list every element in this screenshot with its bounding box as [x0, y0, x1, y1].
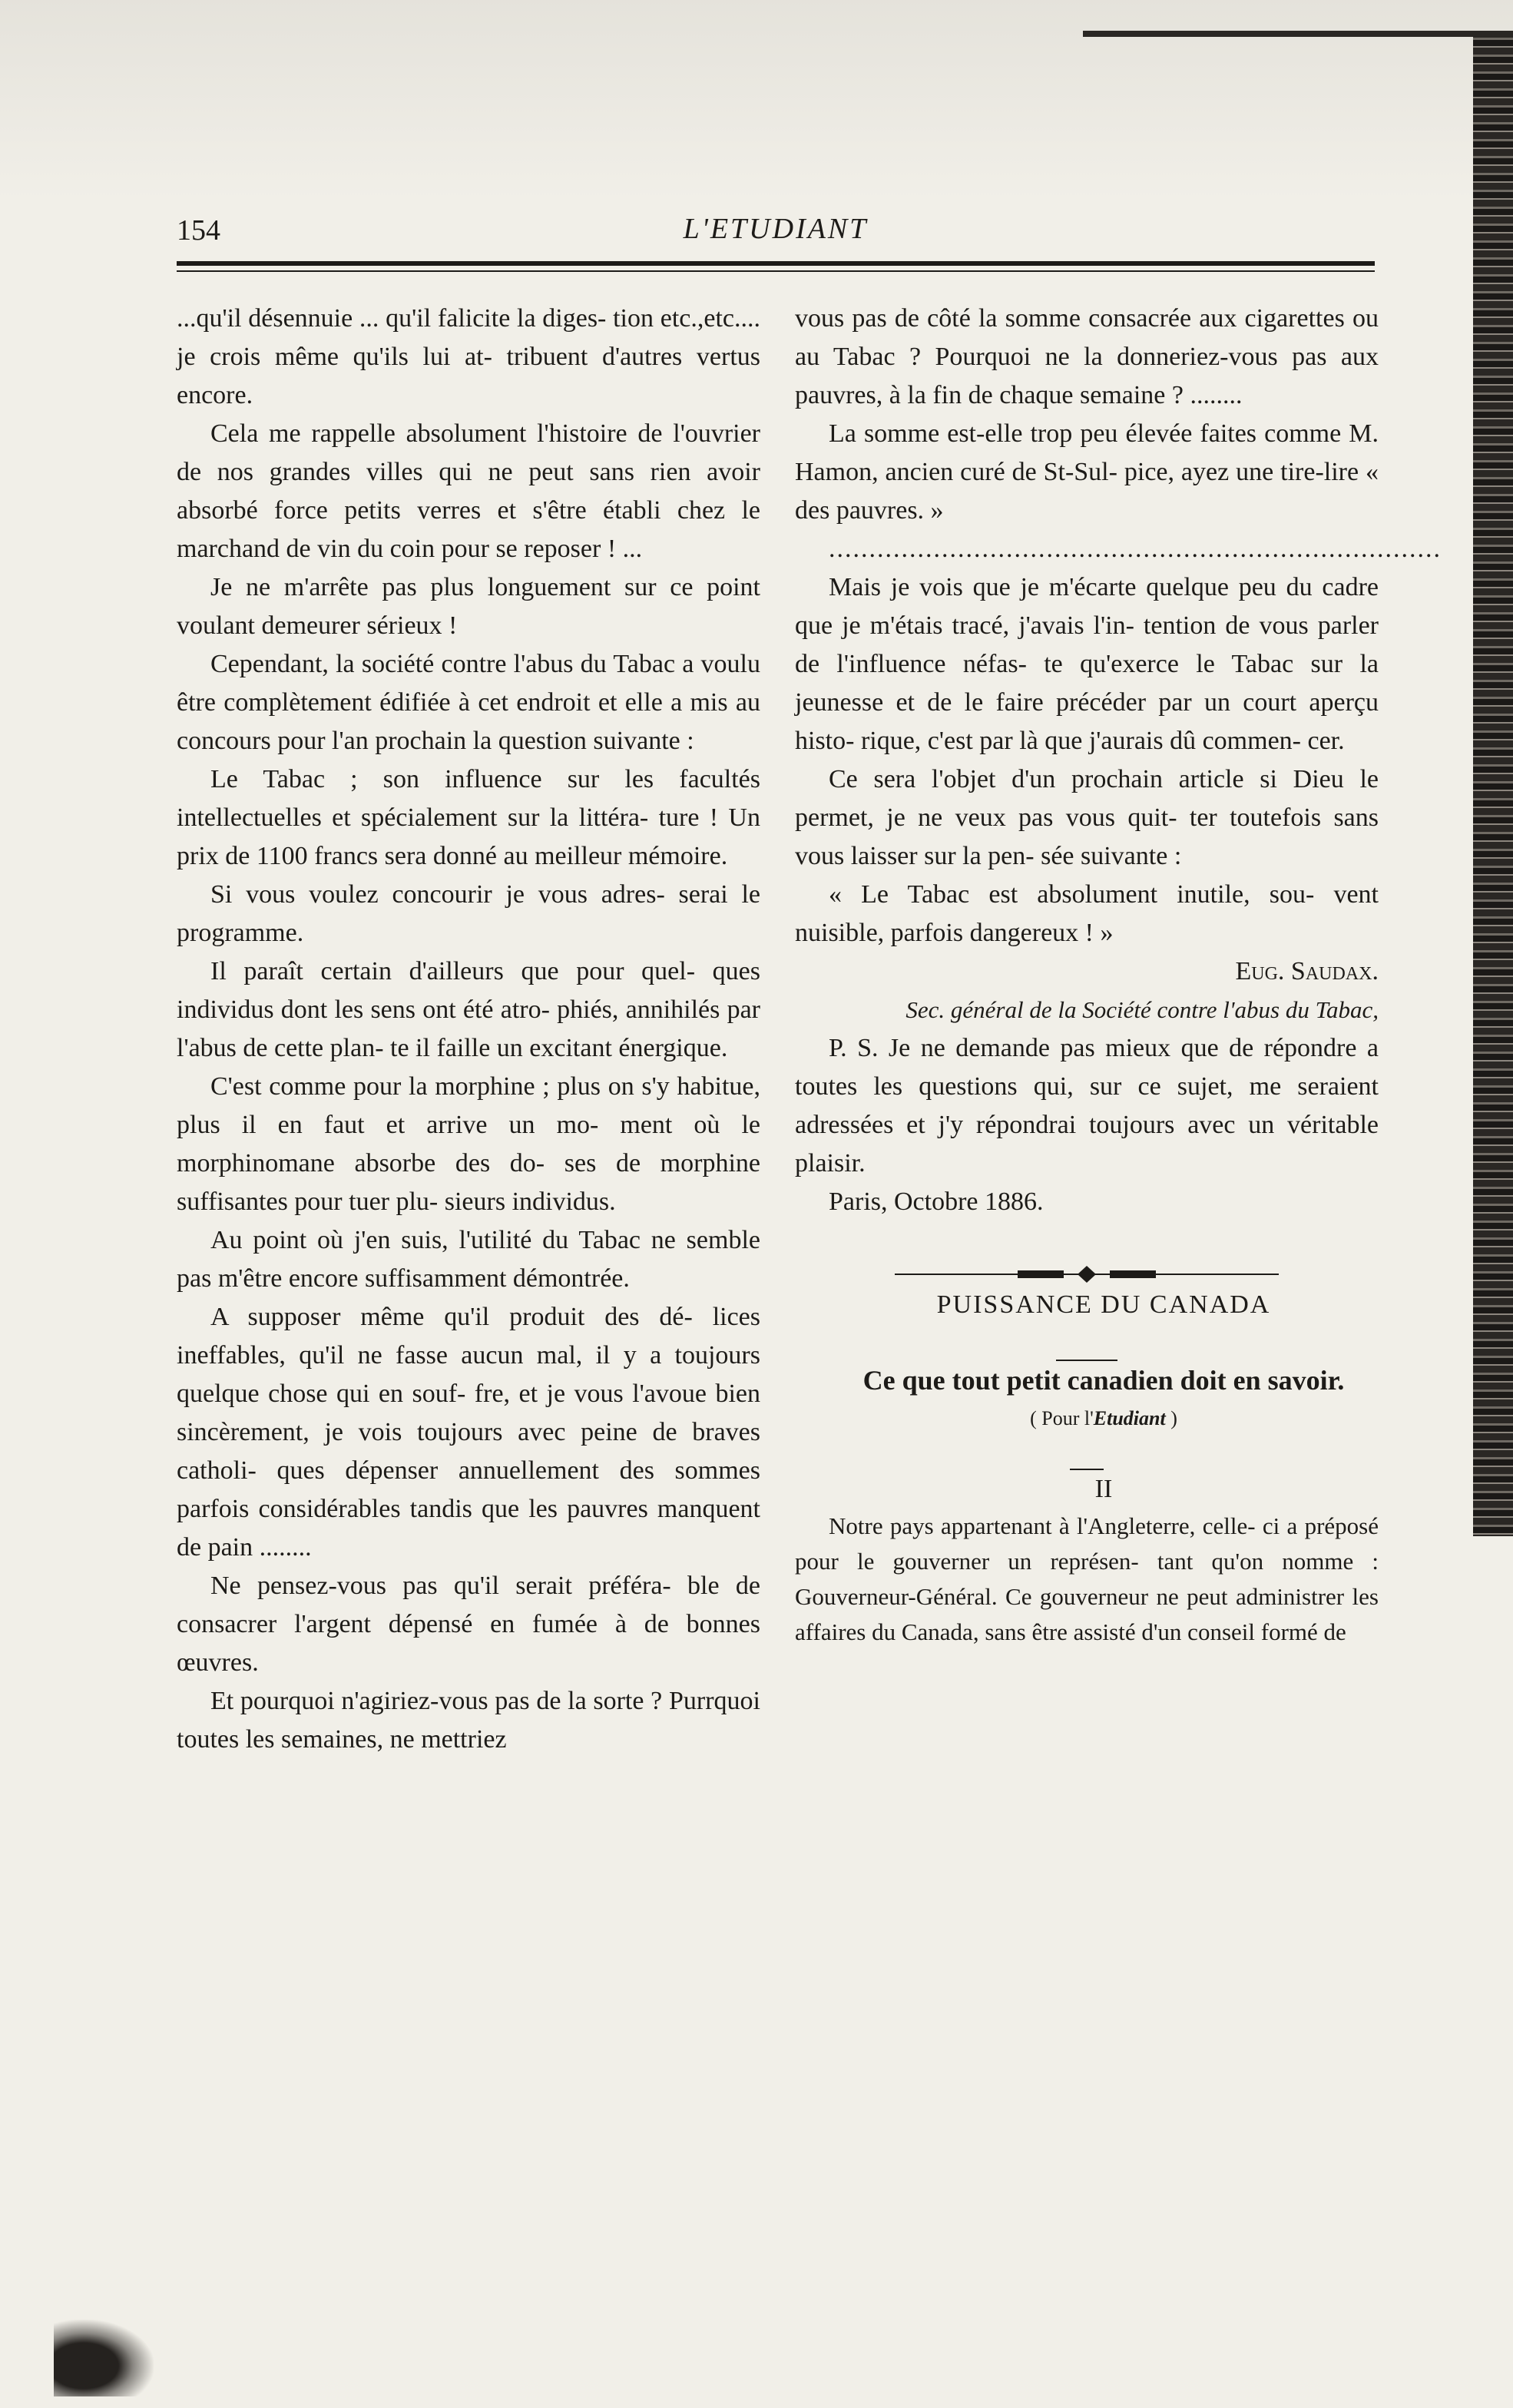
source-note-prefix: ( Pour l': [1030, 1407, 1094, 1429]
source-note: [795, 1399, 1379, 1438]
paragraph: A supposer même qu'il produit des dé- lices ineffables, qu'il ne fasse aucun mal, il y a toujours quelque chose qui en souf- fre, et je vous l'avoue bien sincèrement, je vois toujours avec peine de braves catholi- ques dépenser annuellement des sommes parfois considérables tandis que les pauvres manquent de pain ........: [177, 1303, 760, 1562]
paragraph: Il paraît certain d'ailleurs que pour quel- ques individus dont les sens ont été atro- phiés, annihilés par l'abus de cette plan- te il faille un excitant énergique.: [177, 957, 760, 1062]
paragraph: Le Tabac ; son influence sur les facultés intellectuelles et spécialement sur la littéra- ture ! Un prix de 1100 francs sera donné au meilleur mémoire.: [177, 765, 760, 870]
left-column: [177, 300, 760, 1759]
binding-edge-strip: [1473, 31, 1513, 1536]
paragraph: Au point où j'en suis, l'utilité du Tabac ne semble pas m'être encore suffisamment démontrée.: [177, 1226, 760, 1293]
paragraph: ...qu'il désennuie ... qu'il falicite la diges- tion etc.,etc.... je crois même qu'ils lui at- tribuent d'autres vertus encore.: [177, 304, 760, 409]
right-column: [795, 300, 1442, 1650]
paragraph: Si vous voulez concourir je vous adres- serai le programme.: [177, 880, 760, 947]
section-title: PUISSANCE DU CANADA: [936, 1290, 1271, 1319]
paragraph: « Le Tabac est absolument inutile, sou- vent nuisible, parfois dangereux ! »: [795, 880, 1379, 947]
postscript: P. S. Je ne demande pas mieux que de répondre a toutes les questions qui, sur ce sujet, me seraient adressées et j'y répondrai toujours avec un véritable plaisir.: [795, 1034, 1379, 1178]
paragraph: Et pourquoi n'agiriez-vous pas de la sorte ? Purrquoi toutes les semaines, ne mettriez: [177, 1687, 760, 1754]
signature-name: Eug. Saudax.: [1235, 957, 1379, 985]
paragraph: Ce sera l'objet d'un prochain article si Dieu le permet, je ne veux pas vous quit- ter toutefois sans vous laisser sur la pen- sée suivante :: [795, 765, 1379, 870]
continuation-paragraph: vous pas de côté la somme consacrée aux cigarettes ou au Tabac ? Pourquoi ne la donneriez-vous pas aux pauvres, à la fin de chaque semaine ? ........: [795, 304, 1379, 409]
article-subheading: Ce que tout petit canadien doit en savoir.: [862, 1365, 1345, 1396]
paragraph: La somme est-elle trop peu élevée faites comme M. Hamon, ancien curé de St-Sul- pice, ayez une tire-lire « des pauvres. »: [795, 419, 1379, 525]
paragraph: Notre pays appartenant à l'Angleterre, celle- ci a préposé pour le gouverner un représen- tant qu'on nomme : Gouverneur-Général. Ce gouverneur ne peut administrer les affaires du Canada, sans être assisté d'un conseil formé de: [795, 1512, 1379, 1645]
paragraph: Je ne m'arrête pas plus longuement sur ce point voulant demeurer sérieux !: [177, 573, 760, 640]
page-number: 154: [177, 214, 220, 247]
running-title: L'ETUDIANT: [683, 213, 869, 245]
binding-edge-top: [1083, 31, 1482, 37]
page-header: [177, 209, 1375, 255]
paragraph: C'est comme pour la morphine ; plus on s'y habitue, plus il en faut et arrive un mo- ment où le morphinomane absorbe des do- ses de morphine suffisantes pour tuer plu- sieurs individus.: [177, 1072, 760, 1216]
ornament-divider-icon: [895, 1263, 1279, 1286]
signature-title: Sec. général de la Société contre l'abus du Tabac,: [905, 996, 1379, 1023]
source-note-publication: Etudiant: [1093, 1407, 1166, 1429]
source-note-suffix: ): [1165, 1407, 1177, 1429]
dateline: Paris, Octobre 1886.: [829, 1187, 1044, 1216]
paragraph: Cependant, la société contre l'abus du Tabac a voulu être complètement édifiée à cet endroit et elle a mis au concours pour l'an prochain la question suivante :: [177, 650, 760, 755]
part-number: II: [1094, 1475, 1113, 1503]
ink-blot: [54, 2320, 154, 2396]
dotted-separator: ............................................................................: [829, 535, 1442, 563]
paragraph: Cela me rappelle absolument l'histoire de l'ouvrier de nos grandes villes qui ne peut sans rien avoir absorbé force petits verres et s'être établi chez le marchand de vin du coin pour se reposer ! ...: [177, 419, 760, 563]
paragraph: Mais je vois que je m'écarte quelque peu du cadre que je m'étais tracé, j'avais l'in- tention de vous parler de l'influence néfas- te qu'exerce le Tabac sur la jeunesse et de le faire précéder par un court aperçu histo- rique, c'est par là que j'aurais dû commen- cer.: [795, 573, 1379, 755]
header-rule-thin: [177, 270, 1375, 272]
header-rule-thick: [177, 261, 1375, 266]
paragraph: Ne pensez-vous pas qu'il serait préféra- ble de consacrer l'argent dépensé en fumée à de bonnes œuvres.: [177, 1572, 760, 1677]
scan-speckle: [0, 0, 1513, 200]
